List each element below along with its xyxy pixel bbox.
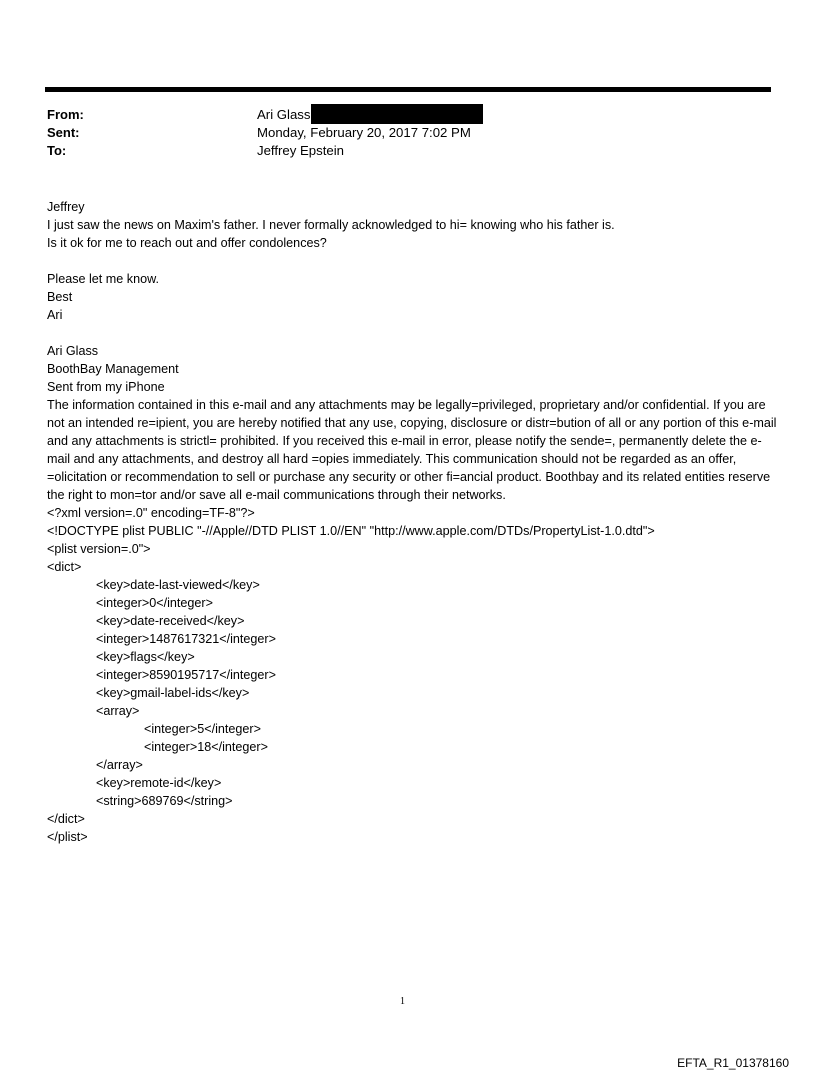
- xml-line: <integer>1487617321</integer>: [96, 632, 276, 646]
- from-name: Ari Glass: [257, 107, 311, 122]
- document-id: EFTA_R1_01378160: [677, 1056, 789, 1070]
- page-number: 1: [400, 996, 405, 1007]
- xml-line: <key>date-received</key>: [96, 614, 245, 628]
- sent-label: Sent:: [47, 125, 80, 140]
- body-line-4: Best: [47, 290, 73, 304]
- signature-name: Ari Glass: [47, 344, 99, 358]
- xml-line: <plist version=.0">: [47, 542, 151, 556]
- to-value: Jeffrey Epstein: [257, 143, 344, 158]
- signature-company: BoothBay Management: [47, 362, 179, 376]
- xml-line: <integer>8590195717</integer>: [96, 668, 276, 682]
- xml-line: <array>: [96, 704, 140, 718]
- body-line-5: Ari: [47, 308, 63, 322]
- from-label: From:: [47, 107, 84, 122]
- greeting: Jeffrey: [47, 200, 85, 214]
- body-line-3: Please let me know.: [47, 272, 160, 286]
- xml-line: </array>: [96, 758, 143, 772]
- to-label: To:: [47, 143, 67, 158]
- xml-line: <key>date-last-viewed</key>: [96, 578, 260, 592]
- xml-line: </plist>: [47, 830, 88, 844]
- xml-line: <?xml version=.0" encoding=TF-8"?>: [47, 506, 255, 520]
- xml-line: <key>gmail-label-ids</key>: [96, 686, 250, 700]
- body-line-1: I just saw the news on Maxim's father. I never formally acknowledged to hi= knowing who his father is.: [47, 218, 615, 232]
- legal-disclaimer: The information contained in this e-mail and any attachments may be legally=privileged, proprietary and/or confidential. If you are not an intended re=ipient, you are hereby notified that any use, copying, disclosure or distr=bution of all or any portion of this e-mail and any attachments is strictl= prohibited. If you received this e-mail in error, please notify the sende=, permanently delete the e-mail and any attachments, and destroy all hard =opies immediately. This communication should not be regarded as an offer, =olicitation or recommendation to sell or purchase any security or other fi=ancial product. Boothbay and its related entities reserve the right to mon=tor and/or save all e-mail communications through their networks.: [47, 398, 777, 502]
- from-value: [257, 106, 483, 124]
- xml-line: <key>flags</key>: [96, 650, 195, 664]
- xml-line: <integer>18</integer>: [144, 740, 268, 754]
- xml-line: <!DOCTYPE plist PUBLIC "-//Apple//DTD PLIST 1.0//EN" "http://www.apple.com/DTDs/PropertyList-1.0.dtd">: [47, 524, 655, 538]
- xml-line: </dict>: [47, 812, 85, 826]
- xml-line: <integer>0</integer>: [96, 596, 213, 610]
- xml-line: <integer>5</integer>: [144, 722, 261, 736]
- redaction-box: [311, 104, 483, 124]
- email-body: [47, 198, 777, 846]
- sent-value: Monday, February 20, 2017 7:02 PM: [257, 125, 471, 140]
- signature-device: Sent from my iPhone: [47, 380, 165, 394]
- xml-line: <string>689769</string>: [96, 794, 233, 808]
- header-rule: [45, 87, 771, 92]
- body-line-2: Is it ok for me to reach out and offer condolences?: [47, 236, 327, 250]
- xml-line: <dict>: [47, 560, 82, 574]
- xml-line: <key>remote-id</key>: [96, 776, 222, 790]
